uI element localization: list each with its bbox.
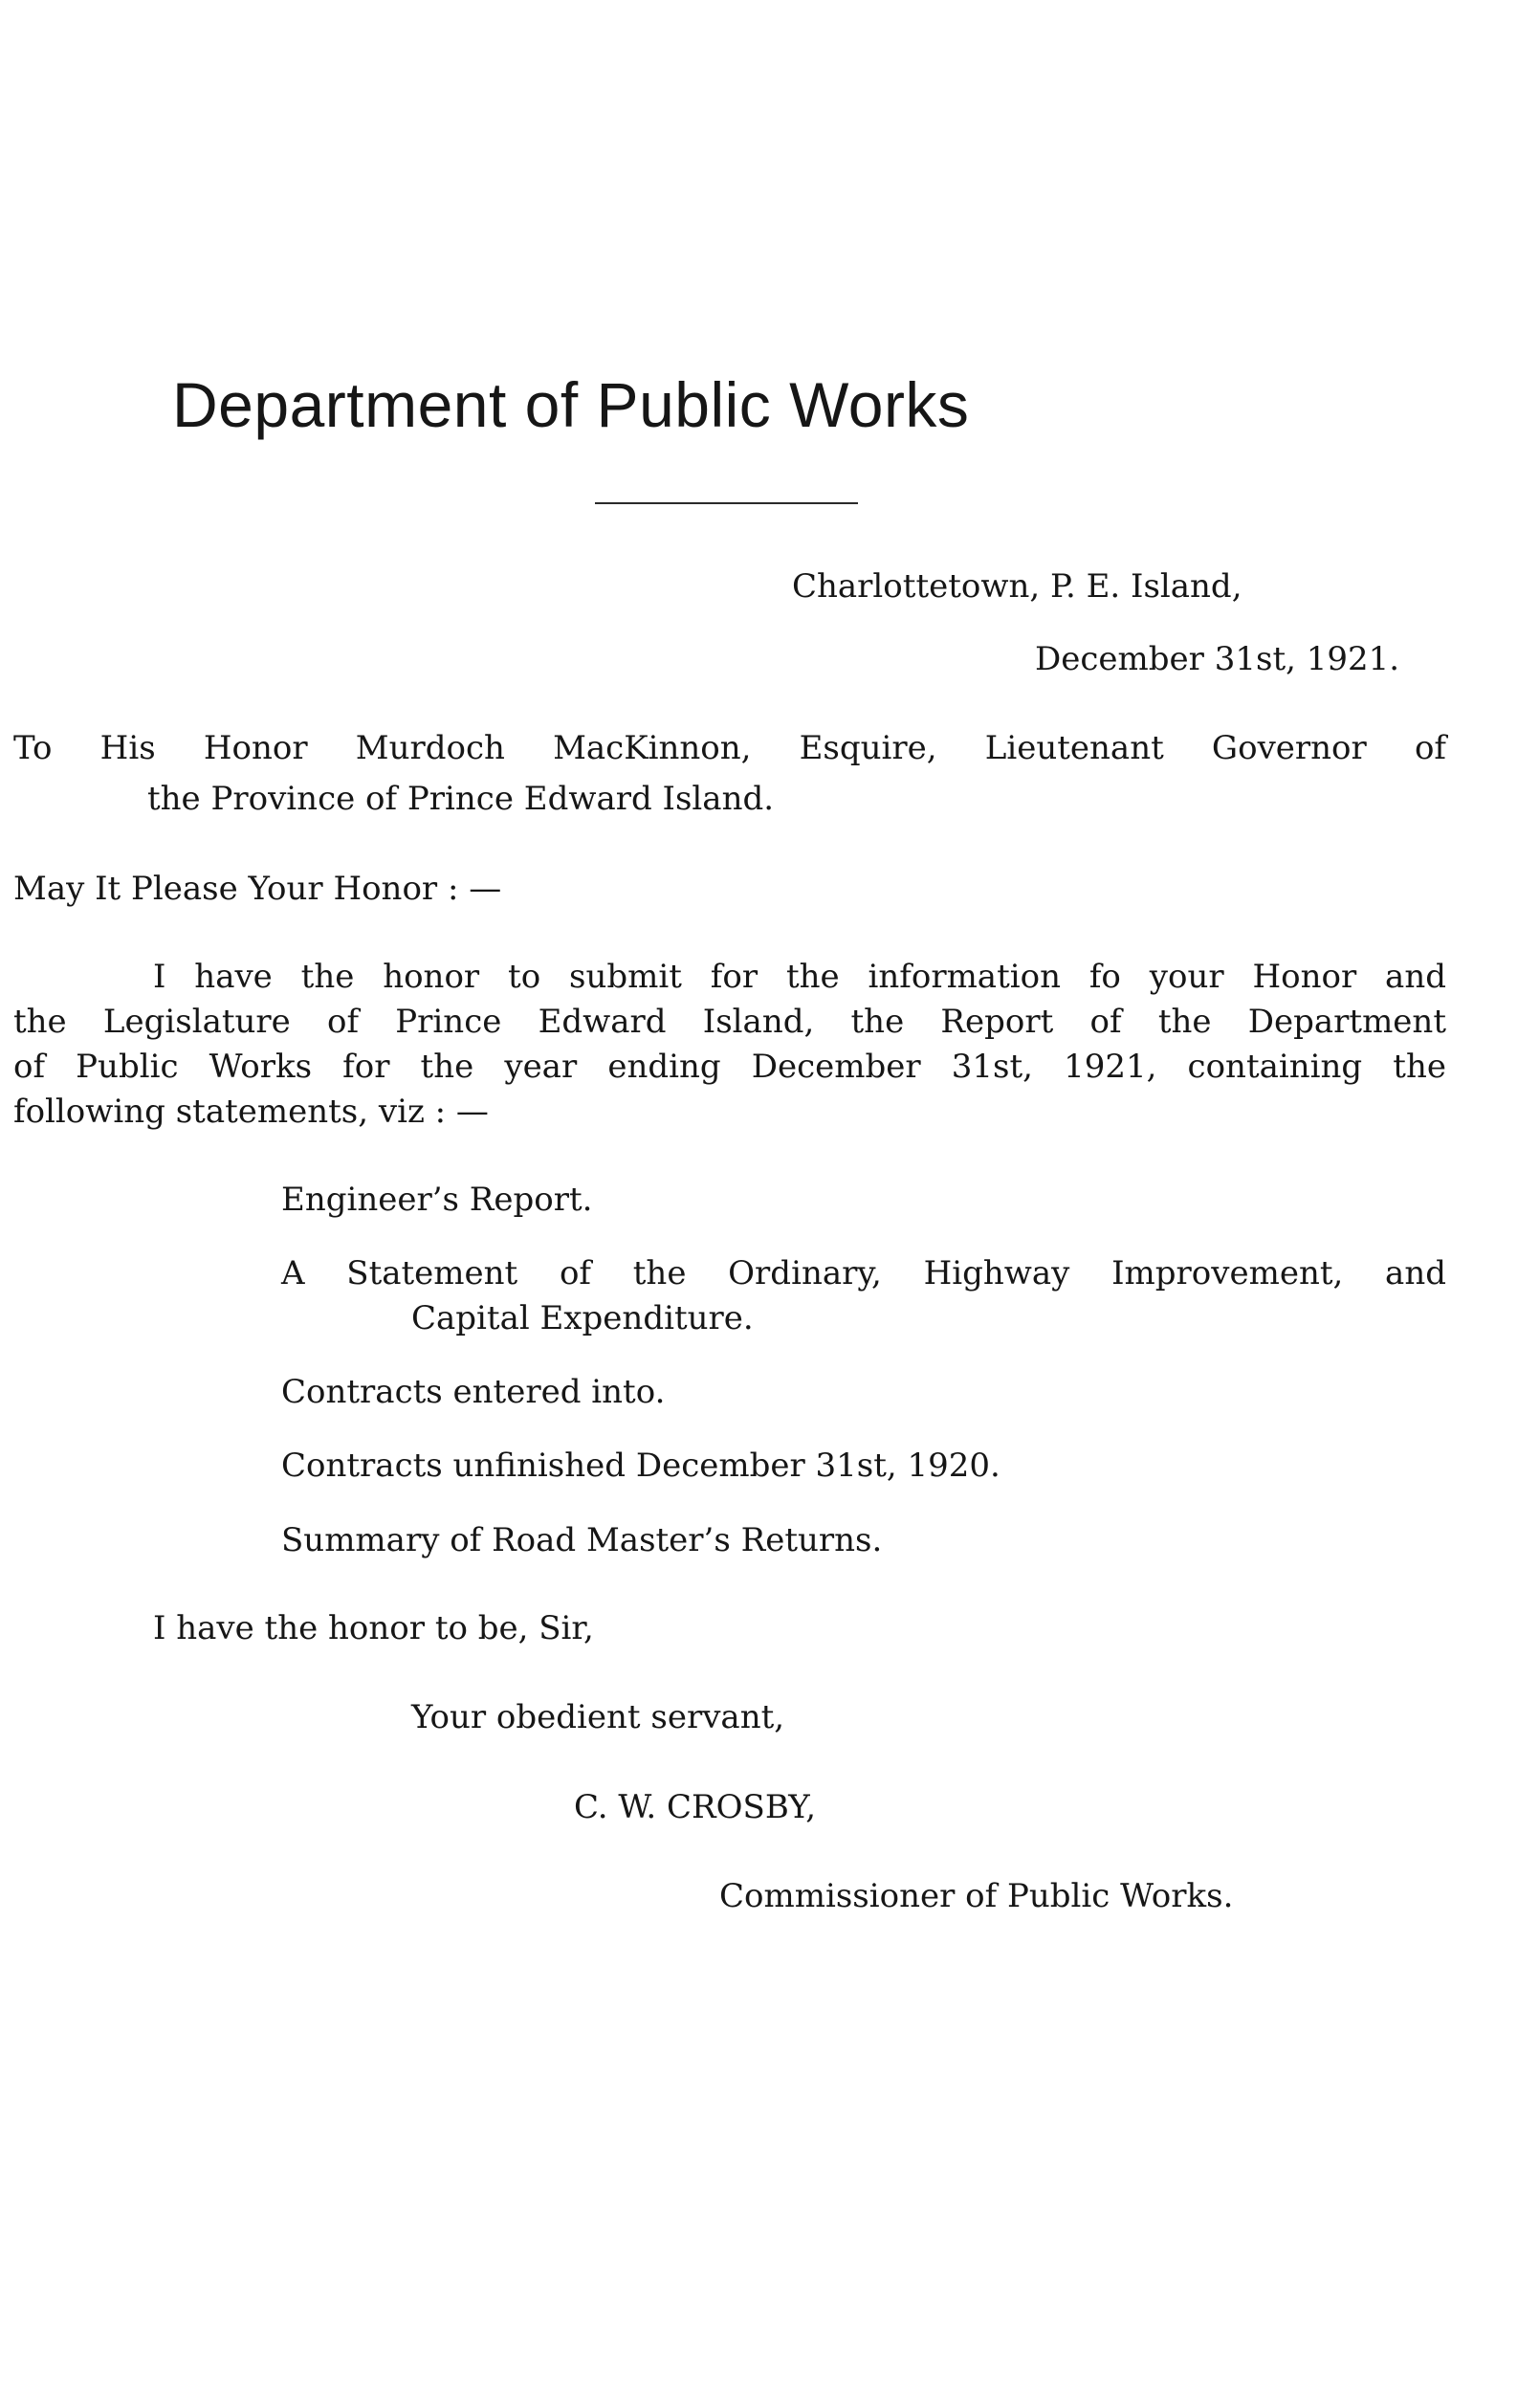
body-line-3: of Public Works for the year ending December 31st, 1921, containing the (13, 1048, 1446, 1086)
statement-item-continuation: Capital Expenditure. (411, 1299, 754, 1337)
statement-item: Contracts unfinished December 31st, 1920. (281, 1447, 1000, 1485)
addressee-line-1: To His Honor Murdoch MacKinnon, Esquire, Lieutenant Governor of (13, 729, 1446, 767)
statement-item: Contracts entered into. (281, 1373, 666, 1411)
statement-item: Summary of Road Master’s Returns. (281, 1521, 883, 1559)
body-line-2: the Legislature of Prince Edward Island, the Report of the Department (13, 1003, 1446, 1041)
signer-name: C. W. CROSBY, (574, 1788, 817, 1826)
body-line-1: I have the honor to submit for the information fo your Honor and (153, 958, 1446, 996)
letter-place: Charlottetown, P. E. Island, (792, 567, 1242, 606)
page-title: Department of Public Works (172, 369, 970, 440)
statement-item: Engineer’s Report. (281, 1181, 593, 1219)
signer-title: Commissioner of Public Works. (719, 1877, 1234, 1915)
salutation: May It Please Your Honor : — (13, 870, 502, 908)
statement-item: A Statement of the Ordinary, Highway Improvement, and (281, 1254, 1446, 1292)
addressee-line-2: the Province of Prince Edward Island. (147, 780, 775, 818)
body-line-4: following statements, viz : — (13, 1093, 489, 1131)
letter-date: December 31st, 1921. (1035, 640, 1400, 678)
closing-line: I have the honor to be, Sir, (153, 1609, 594, 1647)
valediction: Your obedient servant, (411, 1698, 785, 1736)
title-divider (595, 502, 858, 504)
